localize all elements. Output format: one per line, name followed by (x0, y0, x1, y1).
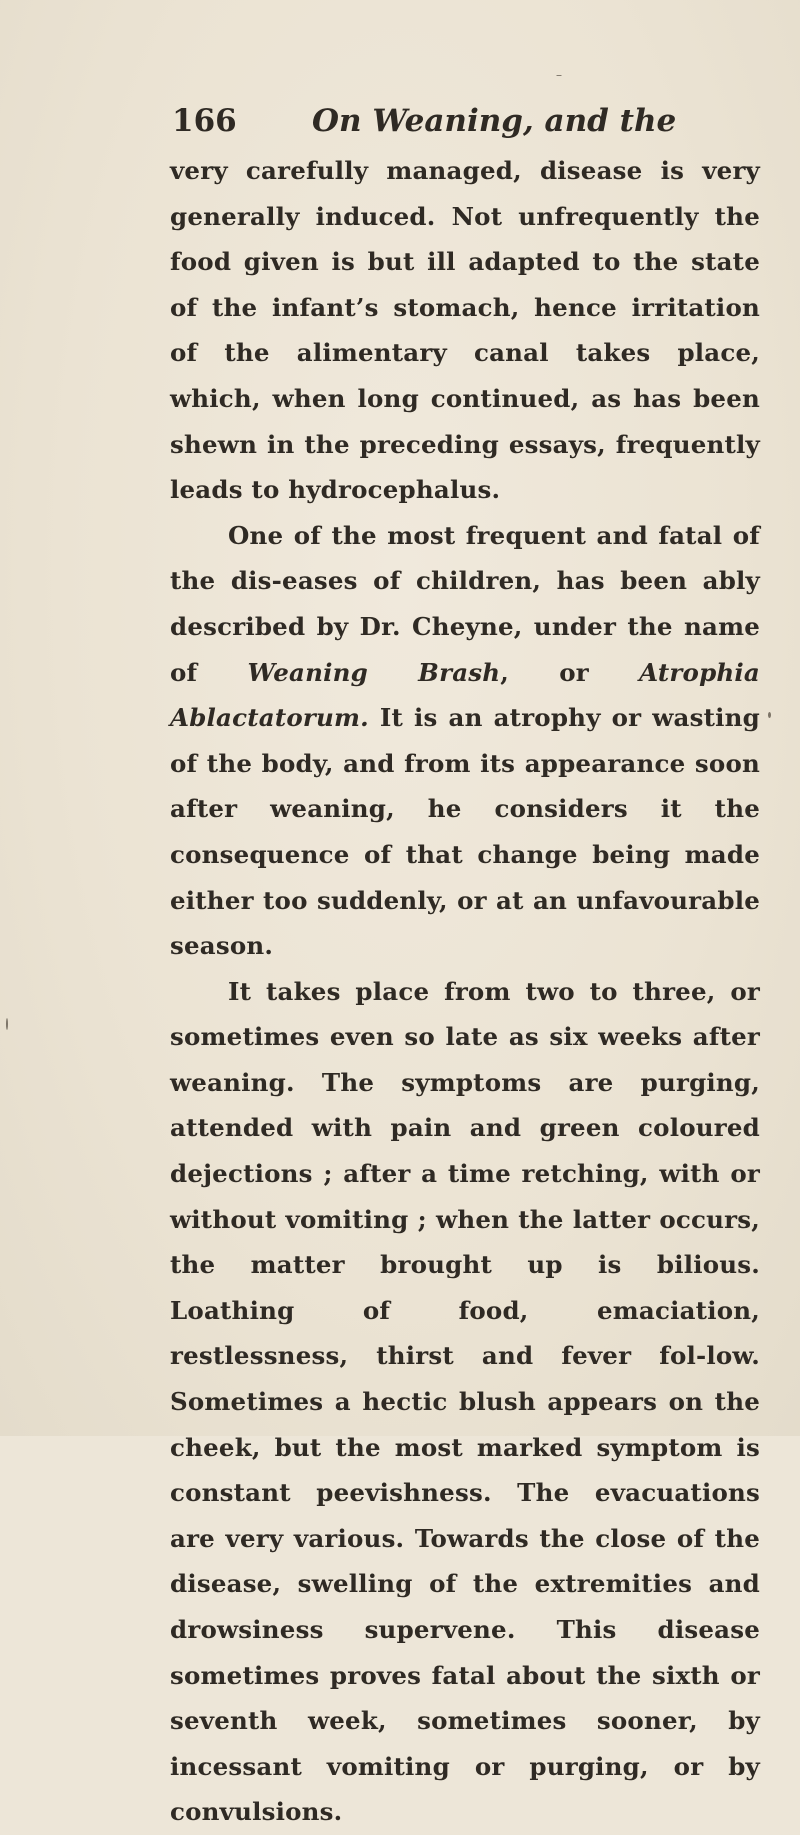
paragraph-text: It is an atrophy or wasting of the body, and from its appearance soon after weaning, he considers it the consequence of that change being made either too suddenly, or at an unfavourable season. (170, 703, 760, 961)
italic-text: Weaning Brash (247, 657, 501, 687)
paragraph (170, 513, 760, 969)
top-ink-mark: – (556, 68, 562, 82)
paragraph-text: very carefully managed, disease is very generally induced. Not unfrequently the food given is but ill adapted to the state of the infant’s stomach, hence irritation of the alimentary canal takes place, which, when long continued, as has been shewn in the preceding essays, frequently leads to hydrocephalus. (170, 156, 760, 505)
paragraph-text: , or (500, 657, 640, 687)
paragraph (170, 148, 760, 513)
paper-speck (6, 1018, 8, 1030)
page-number: 166 (172, 103, 237, 139)
page-header (172, 96, 732, 146)
running-title: On Weaning, and the (312, 103, 677, 139)
paper-speck (768, 712, 771, 718)
italic-text: Atrophia Ablactatorum. (170, 657, 760, 733)
paragraph-text: One of the most frequent and fatal of the dis-eases of children, has been ably described by Dr. Cheyne, under the name of (170, 520, 760, 687)
body-text (170, 148, 760, 1835)
paragraph-text: It takes place from two to three, or sometimes even so late as six weeks after weaning. The symptoms are purging, attended with pain and green coloured dejections ; after a time retching, with or without vomiting ; when the latter occurs, the matter brought up is bilious. Loathing of food, emaciation, restlessness, thirst and fever fol-low. Sometimes a hectic blush appears on the cheek, but the most marked symptom is constant peevishness. The evacuations are very various. Towards the close of the disease, swelling of the extremities and drowsiness supervene. This disease sometimes proves fatal about the sixth or seventh week, sometimes sooner, by incessant vomiting or purging, or by convulsions. (170, 976, 760, 1827)
paragraph (170, 969, 760, 1835)
